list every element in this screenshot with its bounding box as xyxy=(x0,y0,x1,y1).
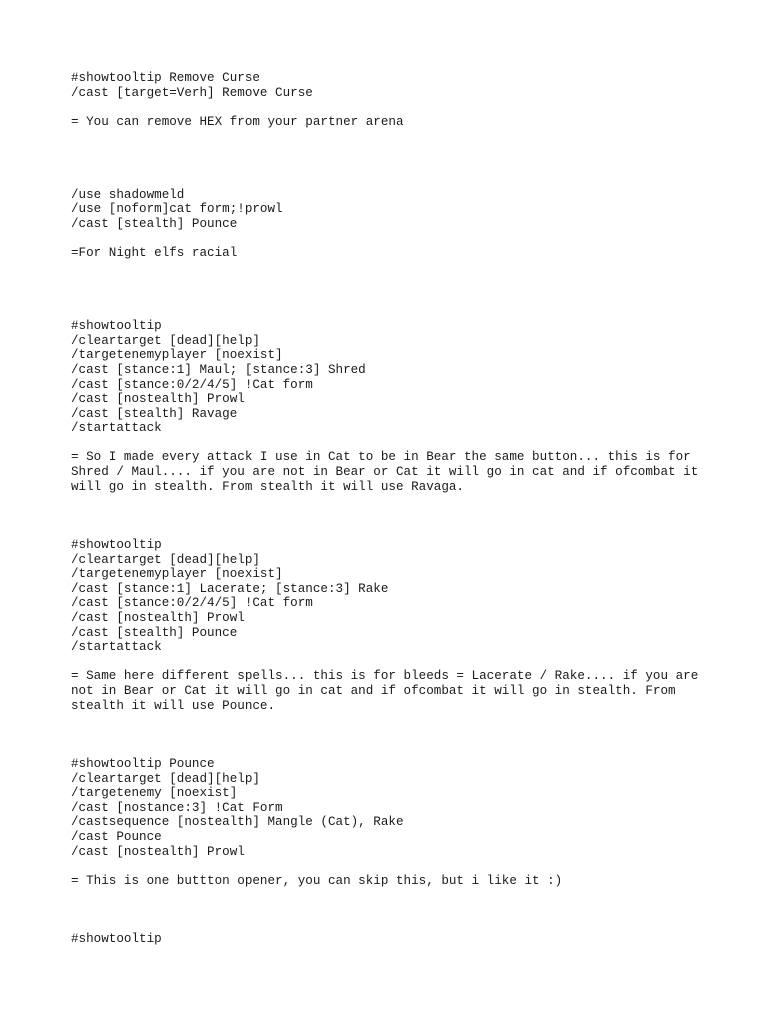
macro-line: #showtooltip xyxy=(71,932,162,947)
macro-line: /cast [stance:1] Lacerate; [stance:3] Rake xyxy=(71,581,389,596)
macro-line: /cleartarget [dead][help] xyxy=(71,333,260,348)
macro-note: = Same here different spells... this is for bleeds = Lacerate / Rake.... if you are xyxy=(71,669,699,684)
macro-note: not in Bear or Cat it will go in cat and if ofcombat it will go in stealth. From xyxy=(71,683,676,698)
macro-line: #showtooltip Remove Curse xyxy=(71,71,260,85)
macro-note: = You can remove HEX from your partner arena xyxy=(71,114,404,129)
macro-line: /cast [stealth] Ravage xyxy=(71,406,238,421)
macro-block xyxy=(71,757,751,888)
macro-line: #showtooltip xyxy=(71,319,162,334)
macro-line: /cast [stance:1] Maul; [stance:3] Shred xyxy=(71,362,366,377)
macro-note: =For Night elfs racial xyxy=(71,246,238,261)
macro-line: /castsequence [nostealth] Mangle (Cat), Rake xyxy=(71,815,404,830)
macro-line: /use [noform]cat form;!prowl xyxy=(71,202,283,217)
macro-line: /cast Pounce xyxy=(71,829,162,844)
macro-line: /targetenemy [noexist] xyxy=(71,786,238,801)
macro-block xyxy=(71,538,751,713)
macro-line: /cast [stance:0/2/4/5] !Cat form xyxy=(71,377,313,392)
macro-line: /cast [stance:0/2/4/5] !Cat form xyxy=(71,596,313,611)
macro-block xyxy=(71,188,751,261)
macro-line: /targetenemyplayer [noexist] xyxy=(71,567,283,582)
macro-note: = So I made every attack I use in Cat to be in Bear the same button... this is for xyxy=(71,450,691,465)
macro-line: /cast [stealth] Pounce xyxy=(71,216,238,231)
macro-line: /use shadowmeld xyxy=(71,187,185,202)
macro-note: will go in stealth. From stealth it will use Ravaga. xyxy=(71,479,464,494)
macro-line: #showtooltip xyxy=(71,538,162,553)
macro-line: #showtooltip Pounce xyxy=(71,756,215,771)
macro-line: /cast [nostealth] Prowl xyxy=(71,611,245,626)
macro-line: /cast [nostealth] Prowl xyxy=(71,392,245,407)
document-body xyxy=(71,71,751,947)
macro-line: /cast [nostealth] Prowl xyxy=(71,844,245,859)
macro-line: /startattack xyxy=(71,640,162,655)
macro-line: /cleartarget [dead][help] xyxy=(71,771,260,786)
macro-line: /cast [nostance:3] !Cat Form xyxy=(71,800,283,815)
macro-line: /targetenemyplayer [noexist] xyxy=(71,348,283,363)
macro-line: /cleartarget [dead][help] xyxy=(71,552,260,567)
macro-line: /startattack xyxy=(71,421,162,436)
macro-block xyxy=(71,319,751,494)
macro-line: /cast [stealth] Pounce xyxy=(71,625,238,640)
macro-block xyxy=(71,71,751,129)
macro-note: stealth it will use Pounce. xyxy=(71,698,276,713)
macro-note: = This is one buttton opener, you can skip this, but i like it :) xyxy=(71,873,563,888)
macro-block xyxy=(71,932,751,947)
macro-line: /cast [target=Verh] Remove Curse xyxy=(71,85,313,100)
macro-note: Shred / Maul.... if you are not in Bear or Cat it will go in cat and if ofcombat it xyxy=(71,465,699,480)
